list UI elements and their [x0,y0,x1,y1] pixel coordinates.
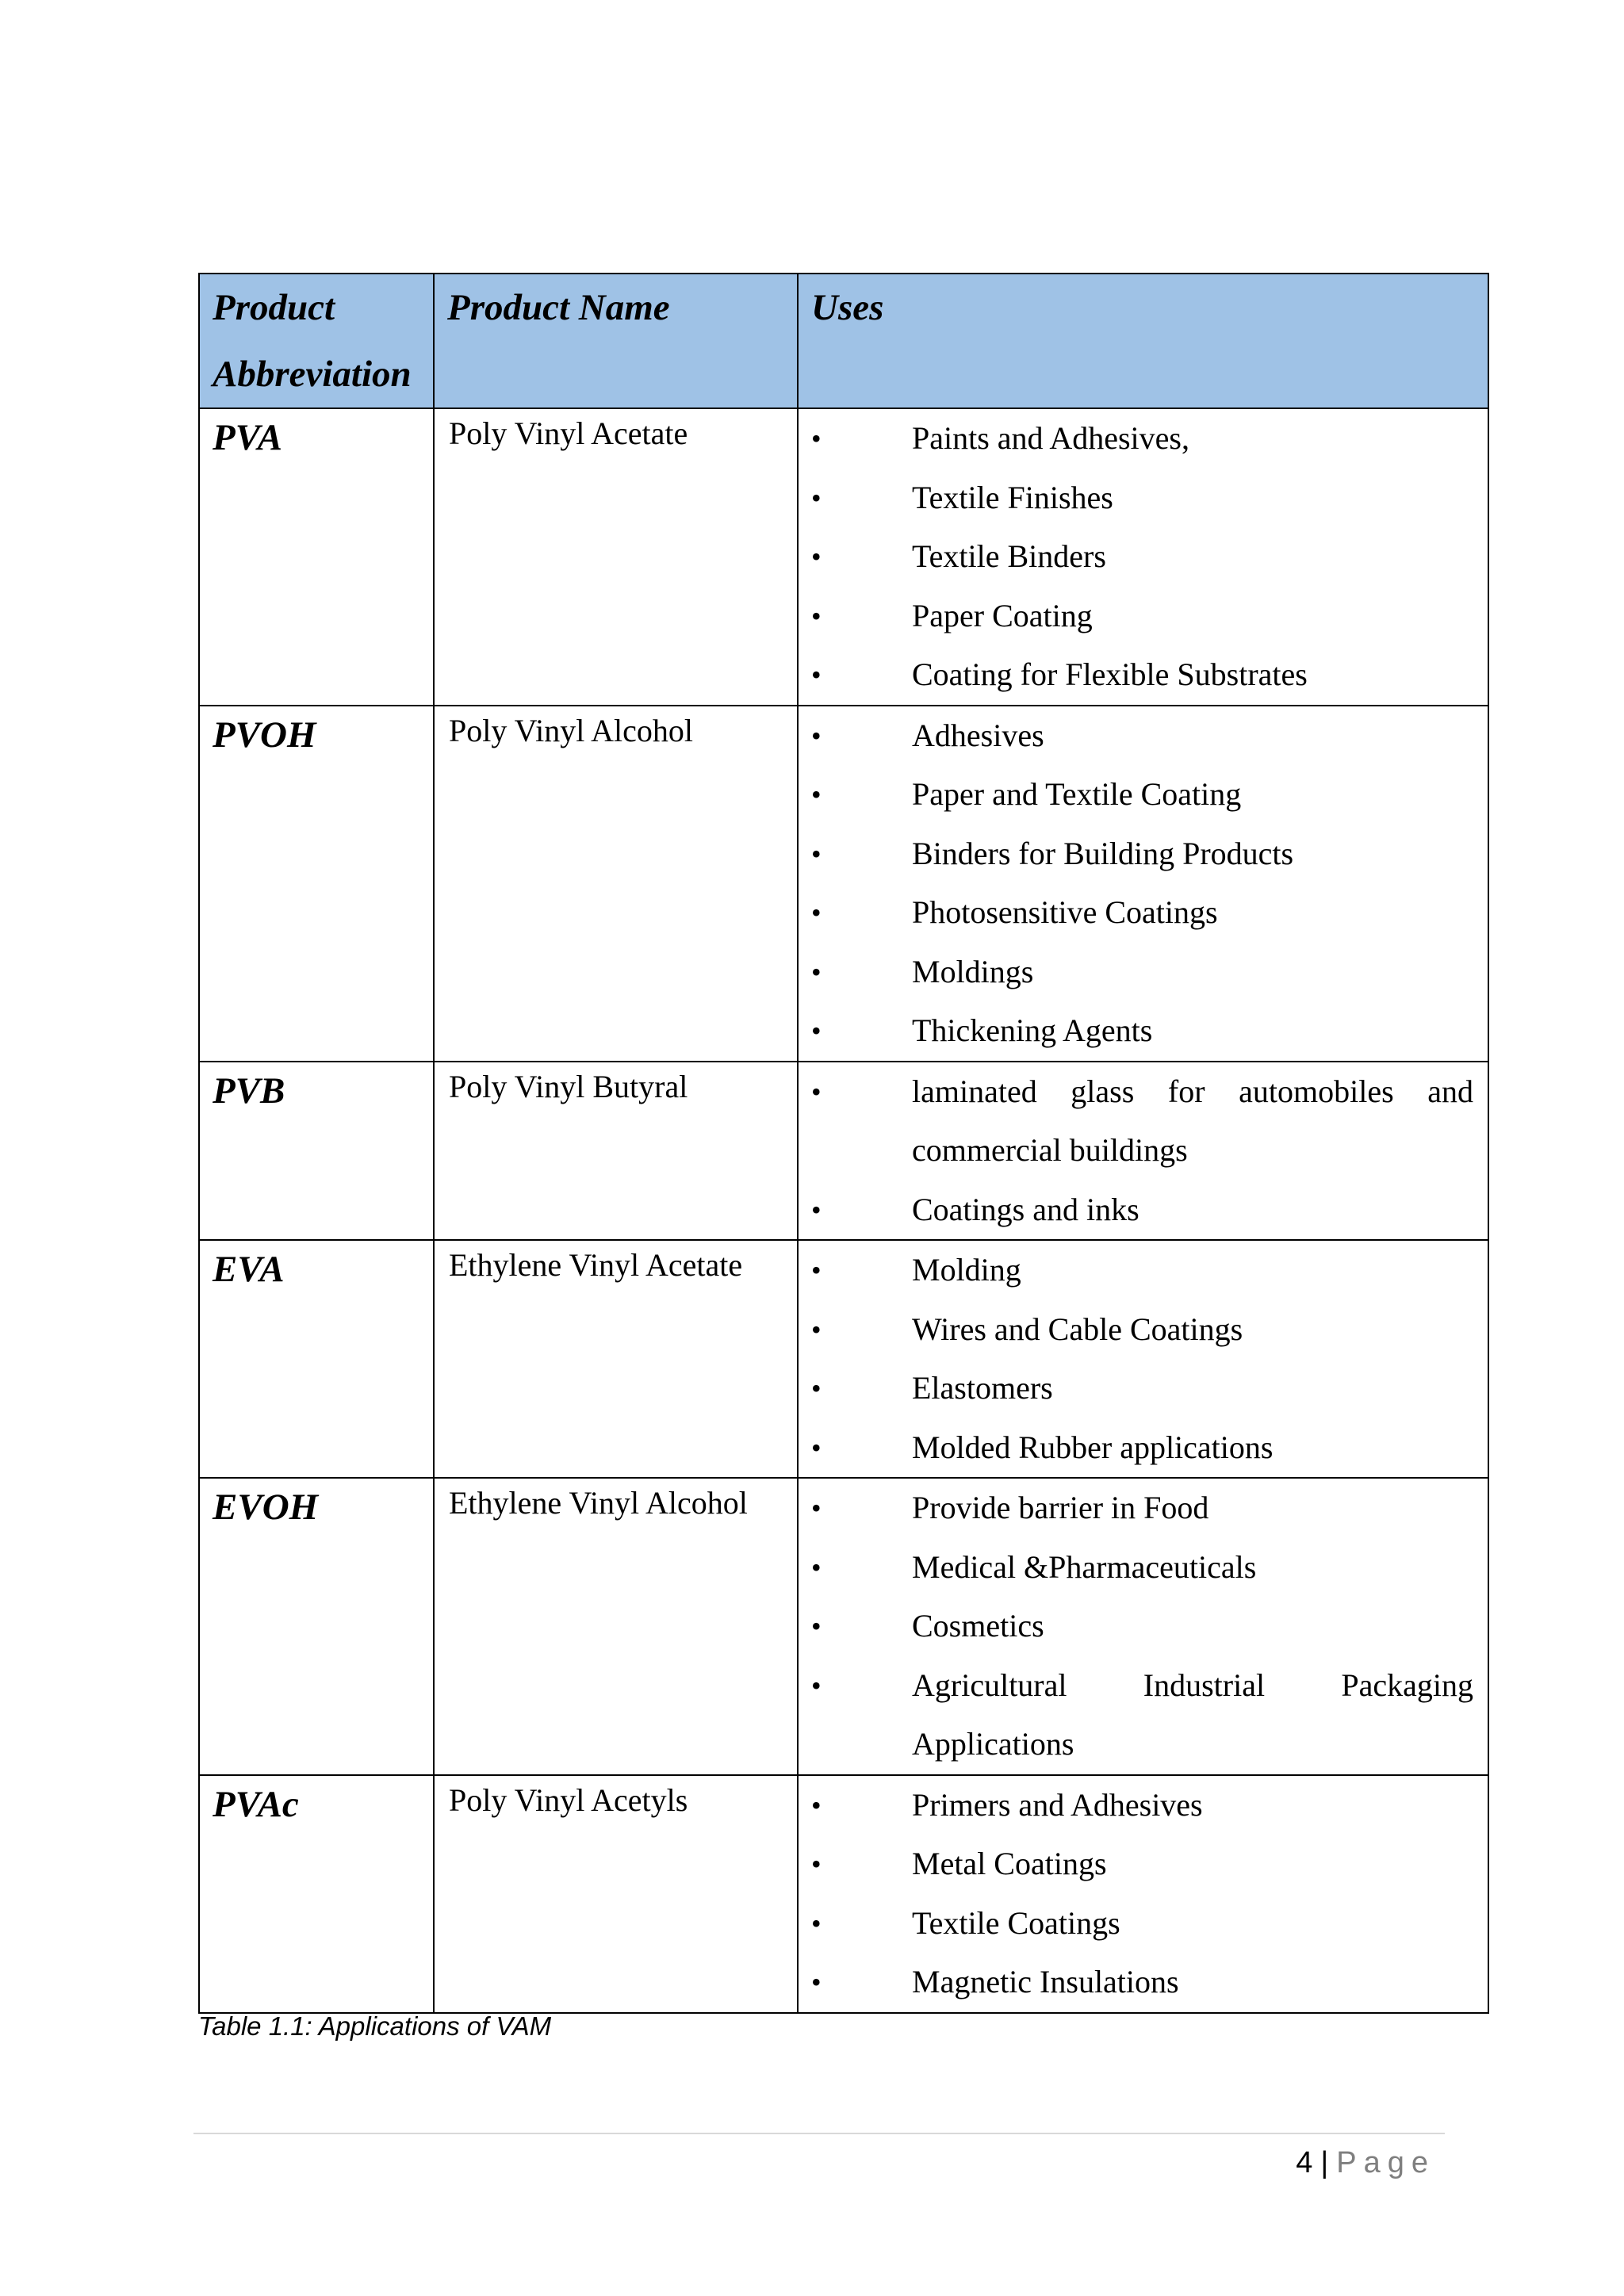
use-text: Elastomers [912,1370,1053,1406]
uses-cell [798,706,1488,1062]
list-item [799,1181,1488,1240]
product-abbreviation-cell: PVB [199,1062,434,1241]
bullet-icon: • [811,897,822,928]
table-body [199,408,1488,2013]
use-text: Textile Finishes [912,479,1113,515]
uses-list [799,1241,1488,1477]
list-item [799,1538,1488,1598]
use-text: Photosensitive Coatings [912,894,1218,930]
page-footer [1296,2141,1435,2185]
list-item [799,706,1488,766]
bullet-icon: • [811,719,822,752]
use-text: Medical &Pharmaceuticals [912,1548,1257,1585]
bullet-icon: • [811,1966,822,1998]
bullet-icon: • [811,1372,822,1404]
use-text: Paper and Textile Coating [912,776,1242,812]
bullet-icon: • [811,1313,822,1345]
use-text: Wires and Cable Coatings [912,1311,1243,1347]
use-text: Molded Rubber applications [912,1429,1274,1465]
header-uses: Uses [798,274,1488,408]
list-item [799,1953,1488,2012]
uses-cell [798,1478,1488,1775]
bullet-icon: • [811,659,822,691]
product-name-cell: Poly Vinyl Acetate [434,408,798,706]
bullet-icon: • [811,1492,822,1524]
bullet-icon: • [811,1551,822,1583]
bullet-icon: • [811,779,822,810]
list-item [799,469,1488,528]
product-abbreviation-cell: EVA [199,1240,434,1478]
bullet-icon: • [811,1848,822,1880]
bullet-icon: • [811,1075,822,1108]
table-row [199,1478,1488,1775]
bullet-icon: • [811,1669,822,1701]
bullet-icon: • [811,1193,822,1226]
use-text: Magnetic Insulations [912,1964,1179,1999]
bullet-icon: • [811,1254,822,1286]
uses-list [799,706,1488,1061]
header-product-abbreviation [199,274,434,408]
product-abbreviation-cell: PVAc [199,1775,434,2013]
bullet-icon: • [811,955,822,988]
list-item [799,1597,1488,1656]
list-item [799,1359,1488,1418]
use-text: Coatings and inks [912,1191,1139,1227]
product-name-cell: Poly Vinyl Alcohol [434,706,798,1062]
applications-table [198,273,1489,2014]
table-row [199,706,1488,1062]
list-item [799,1062,1488,1181]
use-text: Primers and Adhesives [912,1786,1203,1823]
use-text: Metal Coatings [912,1846,1107,1881]
list-item [799,527,1488,587]
list-item [799,1656,1488,1774]
list-item [799,645,1488,705]
use-text: Paper Coating [912,597,1093,633]
table-caption: Table 1.1: Applications of VAM [198,2011,552,2041]
use-text: Coating for Flexible Substrates [912,656,1308,692]
table-row [199,1240,1488,1478]
table-row [199,1062,1488,1241]
use-text: Thickening Agents [912,1012,1153,1048]
uses-list [799,1479,1488,1774]
list-item [799,943,1488,1002]
uses-cell [798,1775,1488,2013]
use-text: Textile Binders [912,538,1106,574]
list-item [799,1835,1488,1894]
use-text: Textile Coatings [912,1904,1120,1941]
list-item [799,1894,1488,1954]
uses-cell [798,1062,1488,1241]
use-text: Provide barrier in Food [912,1490,1209,1525]
uses-list [799,1776,1488,2012]
use-text: Paints and Adhesives, [912,420,1189,456]
product-name-cell: Poly Vinyl Butyral [434,1062,798,1241]
table-row [199,408,1488,706]
footer-divider [193,2133,1445,2134]
bullet-icon: • [811,1431,822,1464]
product-name-cell: Ethylene Vinyl Acetate [434,1240,798,1478]
product-abbreviation-cell: PVOH [199,706,434,1062]
bullet-icon: • [811,541,822,572]
use-text: Adhesives [912,717,1044,753]
list-item [799,1776,1488,1835]
table-header-row [199,274,1488,408]
product-abbreviation-cell: PVA [199,408,434,706]
uses-list [799,1062,1488,1240]
page-number: 4 [1296,2146,1313,2179]
page-separator: | [1320,2146,1329,2179]
bullet-icon: • [811,1789,822,1821]
list-item [799,765,1488,825]
bullet-icon: • [811,1907,822,1939]
header-abbr-line1: Product [213,287,335,328]
use-text: Binders for Building Products [912,835,1294,871]
table-row [199,1775,1488,2013]
use-text: Moldings [912,953,1034,989]
list-item [799,1479,1488,1538]
bullet-icon: • [811,837,822,870]
list-item [799,1418,1488,1478]
page-label: Page [1336,2146,1435,2179]
bullet-icon: • [811,599,822,632]
list-item [799,409,1488,469]
header-product-name: Product Name [434,274,798,408]
list-item [799,1241,1488,1300]
bullet-icon: • [811,481,822,514]
header-abbr-line2: Abbreviation [213,354,412,395]
product-name-cell: Ethylene Vinyl Alcohol [434,1478,798,1775]
product-name-cell: Poly Vinyl Acetyls [434,1775,798,2013]
list-item [799,1001,1488,1061]
list-item [799,1300,1488,1360]
uses-list [799,409,1488,705]
use-text: Cosmetics [912,1608,1044,1644]
use-text: Molding [912,1252,1021,1288]
use-text: Agricultural Industrial Packaging Applications [912,1667,1473,1762]
bullet-icon: • [811,423,822,454]
use-text: laminated glass for automobiles and commercial buildings [912,1073,1473,1168]
bullet-icon: • [811,1610,822,1642]
uses-cell [798,1240,1488,1478]
product-abbreviation-cell: EVOH [199,1478,434,1775]
bullet-icon: • [811,1015,822,1047]
list-item [799,587,1488,646]
uses-cell [798,408,1488,706]
list-item [799,883,1488,943]
list-item [799,825,1488,884]
